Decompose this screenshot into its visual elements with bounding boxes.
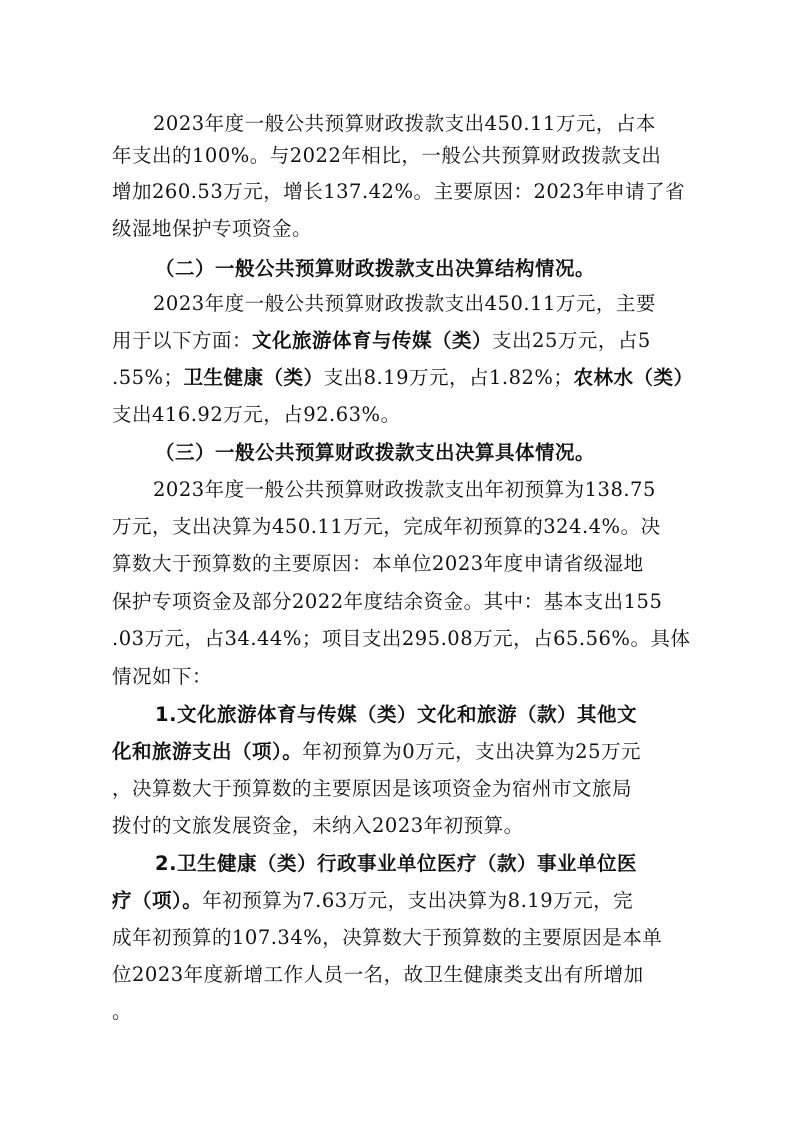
category-agriculture: 农林水（类） xyxy=(573,366,694,389)
paragraph-3-line-5: .03万元，占34.44%；项目支出295.08万元，占65.56%。具体 xyxy=(112,627,691,650)
paragraph-3-line-3: 算数大于预算数的主要原因：本单位2023年度申请省级湿地 xyxy=(112,552,644,575)
item-2-line-1: 2.卫生健康（类）行政事业单位医疗（款）事业单位医 xyxy=(155,852,637,875)
paragraph-1-line-4: 级湿地保护专项资金。 xyxy=(112,217,313,240)
paragraph-2-line-3: .55%；卫生健康（类）支出8.19万元，占1.82%；农林水（类） xyxy=(112,366,694,389)
paragraph-3-line-6: 情况如下： xyxy=(112,665,213,688)
paragraph-1-line-2: 年支出的100%。与2022年相比，一般公共预算财政拨款支出 xyxy=(112,144,662,167)
item-2-line-3: 成年初预算的107.34%，决算数大于预算数的主要原因是本单 xyxy=(112,926,663,949)
paragraph-2-line-4: 支出416.92万元，占92.63%。 xyxy=(112,403,401,426)
item-2-line-4: 位2023年度新增工作人员一名，故卫生健康类支出有所增加 xyxy=(112,963,644,986)
category-culture: 文化旅游体育与传媒（类） xyxy=(252,329,493,352)
item-1-line-2: 化和旅游支出（项）。年初预算为0万元，支出决算为25万元 xyxy=(112,740,641,763)
section-heading-2: （二）一般公共预算财政拨款支出决算结构情况。 xyxy=(155,257,596,280)
item-1-line-1: 1.文化旅游体育与传媒（类）文化和旅游（款）其他文 xyxy=(155,703,637,726)
item-2-line-5: 。 xyxy=(112,1000,133,1023)
paragraph-3-line-2: 万元，支出决算为450.11万元，完成年初预算的324.4%。决 xyxy=(112,515,661,538)
paragraph-1-line-1: 2023年度一般公共预算财政拨款支出450.11万元，占本 xyxy=(153,112,656,135)
category-health: 卫生健康（类） xyxy=(183,366,324,389)
paragraph-2-line-2: 用于以下方面：文化旅游体育与传媒（类）支出25万元，占5 xyxy=(112,329,651,352)
paragraph-1-line-3: 增加260.53万元，增长137.42%。主要原因：2023年申请了省 xyxy=(112,180,686,203)
item-2-line-2: 疗（项）。年初预算为7.63万元，支出决算为8.19万元，完 xyxy=(112,889,634,912)
item-1-line-3: ，决算数大于预算数的主要原因是该项资金为宿州市文旅局 xyxy=(112,777,633,800)
item-1-line-4: 拨付的文旅发展资金，未纳入2023年初预算。 xyxy=(112,814,524,837)
paragraph-3-line-1: 2023年度一般公共预算财政拨款支出年初预算为138.75 xyxy=(153,478,656,501)
paragraph-3-line-4: 保护专项资金及部分2022年度结余资金。其中：基本支出155 xyxy=(112,590,663,613)
paragraph-2-line-1: 2023年度一般公共预算财政拨款支出450.11万元，主要 xyxy=(153,292,656,315)
section-heading-3: （三）一般公共预算财政拨款支出决算具体情况。 xyxy=(155,441,596,464)
